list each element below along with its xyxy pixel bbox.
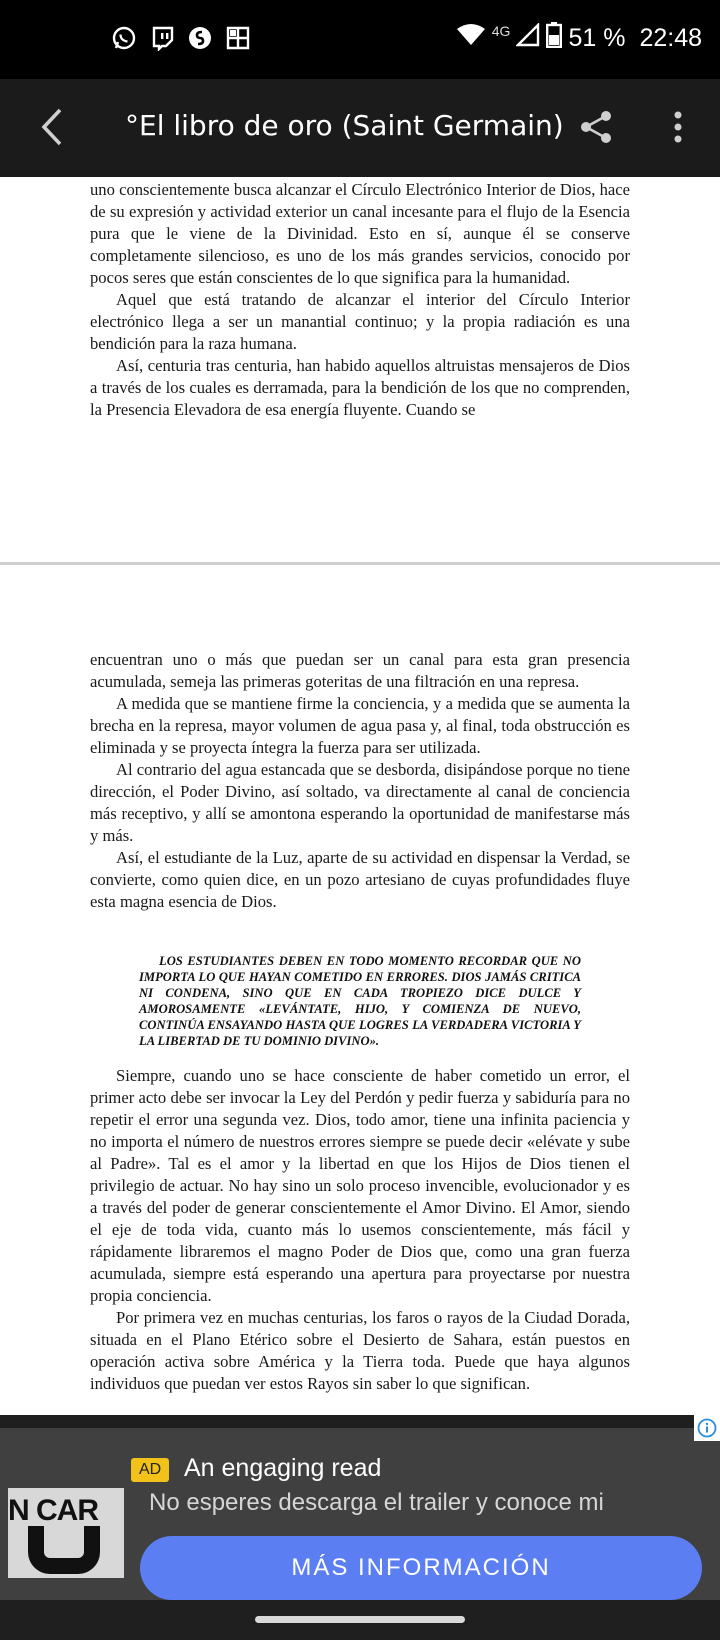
- paragraph: Así, centuria tras centuria, han habido aquellos altruistas mensajeros de Dios a través de los cuales es derramada, para la bendición de los que no comprenden, la Presencia Elevadora de esa energía fluyente. Cuando se: [90, 356, 630, 419]
- paragraph: Al contrario del agua estancada que se desborda, disipándose porque no tiene dirección, el Poder Divino, así soltado, va directamente al canal de conciencia más receptivo, y allí se amontona esperando la oportunidad de manifestarse más y más.: [90, 760, 630, 845]
- back-button[interactable]: [28, 103, 76, 151]
- paragraph: uno conscientemente busca alcanzar el Círculo Electrónico Interior de Dios, hace de su expresión y actividad exterior un canal incesante para el flujo de la Esencia pura que le viene de la Divinidad. Esto en sí, aunque él se conserve completamente silencioso, es uno de los más grandes servicios, conocido por pocos seres que están conscientes de lo que significa para la humanidad.: [90, 180, 630, 287]
- info-icon: [697, 1418, 717, 1438]
- book-page-1[interactable]: [0, 177, 720, 562]
- ad-logo-mark: [28, 1526, 100, 1574]
- share-icon: [578, 109, 614, 145]
- notification-icons: [110, 24, 252, 52]
- shazam-icon: [186, 24, 214, 52]
- more-vert-icon: [673, 111, 683, 143]
- ad-logo-text: N CAR: [8, 1494, 98, 1527]
- battery-percentage: 51 %: [568, 24, 626, 52]
- ad-headline: An engaging read: [184, 1454, 382, 1482]
- home-gesture-handle[interactable]: [255, 1616, 465, 1623]
- app-toolbar: [0, 79, 720, 177]
- network-type: 4G: [491, 22, 511, 39]
- book-title: °El libro de oro (Saint Germain): [125, 109, 564, 142]
- gallery-icon: [224, 24, 252, 52]
- whatsapp-icon: [110, 24, 138, 52]
- more-info-button[interactable]: MÁS INFORMACIÓN: [140, 1536, 702, 1600]
- wifi-icon: [456, 23, 486, 54]
- paragraph: Así, el estudiante de la Luz, aparte de su actividad en dispensar la Verdad, se convierte, como quien dice, en un pozo artesiano de cuyas profundidades fluye esta magna esencia de Dios.: [90, 848, 630, 911]
- share-button[interactable]: [572, 103, 620, 151]
- ad-body-text: No esperes descarga el trailer y conoce mi: [149, 1489, 604, 1516]
- signal-icon: [516, 23, 540, 54]
- paragraph: Siempre, cuando uno se hace consciente de haber cometido un error, el primer acto debe ser invocar la Ley del Perdón y pedir fuerza y sabiduría para no repetir el error una segunda vez. Dios, todo amor, tiene una infinita paciencia y no importa el número de nuestros errores siempre se puede decir «elévate y sube al Padre». Tal es el amor y la libertad en que los Hijos de Dios tienen el privilegio de actuar. No hay sino un solo proceso invencible, evolucionador y es a través del poder de generar conscientemente el Amor Divino. El Amor, siendo el eje de toda vida, cuanto más lo usemos conscientemente, más fácil y rápidamente libraremos el magno Poder de Dios que, como una gran fuerza acumulada, siempre está esperando una apertura para proyectarse por nuestra propia conciencia.: [90, 1066, 630, 1305]
- page-1-text: [90, 179, 630, 421]
- ad-banner[interactable]: [0, 1415, 720, 1600]
- system-navigation-bar: [0, 1600, 720, 1640]
- ad-info-button[interactable]: [694, 1415, 720, 1441]
- book-page-2[interactable]: [0, 565, 720, 1415]
- quote-text: LOS ESTUDIANTES DEBEN EN TODO MOMENTO RECORDAR QUE NO IMPORTA LO QUE HAYAN COMETIDO EN ERRORES. DIOS JAMÁS CRITICA NI CONDENA, SINO QUE EN CADA TROPIEZO DICE DULCE Y AMOROSAMENTE «LEVÁNTATE, HIJO, Y COMIENZA DE NUEVO, CONTINÚA ENSAYANDO HASTA QUE LOGRES LA VERDADERA VICTORIA Y LA LIBERTAD DE TU DOMINIO DIVINO».: [139, 954, 581, 1048]
- page-2-text-top: [90, 649, 630, 913]
- clock: 22:48: [639, 24, 702, 52]
- page-2-text-bottom: [90, 1065, 630, 1395]
- ad-logo: [8, 1488, 124, 1578]
- paragraph: Por primera vez en muchas centurias, los faros o rayos de la Ciudad Dorada, situada en el Plano Etérico sobre el Desierto de Sahara, están puestos en operación activa sobre América y la Tierra toda. Puede que haya algunos individuos que puedan ver estos Rayos sin saber lo que significan.: [90, 1308, 630, 1393]
- twitch-icon: [148, 24, 176, 52]
- back-arrow-icon: [40, 107, 64, 147]
- paragraph: A medida que se mantiene firme la conciencia, y a medida que se aumenta la brecha en la represa, mayor volumen de agua pasa y, al final, toda obstrucción es eliminada y se proyecta íntegra la fuerza para ser utilizada.: [90, 694, 630, 757]
- system-indicators: [456, 22, 702, 55]
- ad-content[interactable]: [0, 1428, 720, 1600]
- battery-icon: [546, 22, 562, 55]
- status-bar: [0, 0, 720, 79]
- ad-badge: AD: [131, 1458, 169, 1482]
- more-options-button[interactable]: [654, 103, 702, 151]
- paragraph: encuentran uno o más que puedan ser un canal para esta gran presencia acumulada, semeja las primeras goteritas de una filtración en una represa.: [90, 650, 630, 691]
- paragraph: Aquel que está tratando de alcanzar el interior del Círculo Interior electrónico llega a ser un manantial continuo; y la propia radiación es una bendición para la raza humana.: [90, 290, 630, 353]
- highlighted-quote: [139, 953, 581, 1049]
